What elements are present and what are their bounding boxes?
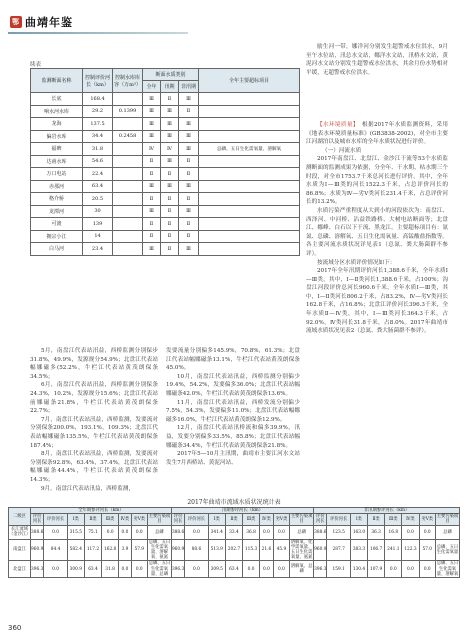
cell-value: 388.6 xyxy=(314,525,327,539)
group-header-nonflood: 非汛期参评河长（km） xyxy=(314,508,460,514)
continued-label: 续表 xyxy=(30,62,42,68)
cell-year: Ⅲ xyxy=(143,243,161,256)
cell-value: 162.8 xyxy=(102,539,119,561)
table-row xyxy=(31,230,300,243)
table-row xyxy=(31,193,300,206)
cell-value: 36.8 xyxy=(243,525,260,539)
cell-value: 202.7 xyxy=(225,539,242,561)
cell-name: 响水河水库 xyxy=(31,105,83,118)
subcol-header: Ⅰ类 xyxy=(67,514,84,525)
cell-non-flood: Ⅱ xyxy=(179,230,199,243)
cell-value: 总磷 xyxy=(436,525,460,539)
paragraph: 5月，南盘江代表站汛益，西桥监测分别保步31.8%，49.9%，发源规分54.9%；北盘江代表站幅娜磁多(52.2%，牛栏江代表站黄茂朗保条34.5%； xyxy=(30,348,158,380)
yearbook-logo xyxy=(10,14,73,30)
cell-non-flood: Ⅲ xyxy=(179,130,199,143)
cell-value: 159.1 xyxy=(327,561,350,578)
col-header-capacity: 控制水库库容（万m³） xyxy=(113,69,143,93)
cell-value: 115.3 xyxy=(243,539,260,561)
col-header-region: 二级区 xyxy=(9,508,31,526)
cell-capacity: 0.2458 xyxy=(113,130,143,143)
cell-value: 396.3 xyxy=(31,561,44,578)
cell-value: 0.0 xyxy=(419,525,435,539)
cell-name: 龙海 xyxy=(31,118,83,131)
cell-exceed xyxy=(199,93,300,106)
table-row xyxy=(9,525,460,539)
cell-exceed xyxy=(199,105,300,118)
header-rule xyxy=(8,32,188,34)
paragraph: 11月，南盘江代表站汛益，西桥发流分别偏少7.5%，54.3%，发要偏多11.0%；北盘江代表站幅娜磁多16.0%，牛栏江代表站黄茂朗保条12.9%。 xyxy=(166,399,300,423)
cell-value: 315.5 xyxy=(67,525,84,539)
subcol-header: Ⅲ类 xyxy=(385,514,402,525)
cell-value: 84.4 xyxy=(44,539,67,561)
cell-value: 388.6 xyxy=(31,525,44,539)
table-row xyxy=(31,205,300,218)
cell-flood: Ⅳ xyxy=(161,143,179,156)
cell-name: 可渡 xyxy=(31,218,83,231)
cell-value: 57.0 xyxy=(419,539,435,561)
table-row xyxy=(31,218,300,231)
cell-year: Ⅱ xyxy=(143,230,161,243)
paragraph: 发要流量分别偏多145.9%，70.8%，61.3%；北盘江代表站幅娜磁条13.1%，牛栏江代表站黄茂朗保条45.0%。 xyxy=(166,348,300,372)
table-row xyxy=(31,243,300,256)
cell-value: 36.3 xyxy=(368,525,385,539)
cell-value: 88.6 xyxy=(185,539,208,561)
cell-name: 达甫水库 xyxy=(31,155,83,168)
cell-name: 长底 xyxy=(31,93,83,106)
cell-length: 54.6 xyxy=(83,155,113,168)
cell-value: 341.4 xyxy=(208,525,225,539)
paragraph: 6月，南盘江代表站汛益，西桥监测分别保条24.3%，10.2%，发源规分15.6%；北盘江代表站前娜磁条21.8%，牛栏江代表站黄茂朗保条22.7%； xyxy=(30,382,158,415)
cell-value: 106.7 xyxy=(368,539,385,561)
cell-exceed xyxy=(199,193,300,206)
bottom-left-column xyxy=(30,347,158,493)
cell-value: 396.3 xyxy=(314,561,327,578)
subcol-header: Ⅳ类 xyxy=(260,514,274,525)
subcol-header: Ⅲ类 xyxy=(102,514,119,525)
table2-title: 2017年曲靖市流域水质状况统计表 xyxy=(187,499,281,506)
subcol-header: 主要污染项目 xyxy=(290,514,313,525)
table-row xyxy=(31,130,300,143)
cell-exceed xyxy=(199,218,300,231)
cell-flood: Ⅱ xyxy=(161,218,179,231)
cell-value: 0.0 xyxy=(260,525,274,539)
subcol-header: 劣Ⅴ类 xyxy=(131,514,147,525)
cell-value: 300.9 xyxy=(67,561,84,578)
subcol-header: Ⅳ类 xyxy=(119,514,131,525)
cell-year: Ⅱ xyxy=(143,193,161,206)
cell-value: 0.0 xyxy=(131,525,147,539)
cell-region: 北盘江 xyxy=(9,561,31,578)
cell-value: 总磷、五日生化需氧量、溶解氧、氨氮 xyxy=(148,539,171,561)
col-header-class: 断面水质类别 xyxy=(143,69,199,81)
cell-value: 45.9 xyxy=(273,539,289,561)
cell-length: 20.5 xyxy=(83,193,113,206)
cell-name: 格介桥 xyxy=(31,193,83,206)
cell-exceed xyxy=(199,180,300,193)
cell-non-flood: Ⅲ xyxy=(179,118,199,131)
subcol-total: 评价河长 xyxy=(314,514,327,525)
subcol-header: 评价河长 xyxy=(44,514,67,525)
cell-region: 南盘江 xyxy=(9,539,31,561)
table-row xyxy=(31,180,300,193)
cell-value: 0.0 xyxy=(419,561,435,578)
cell-value: 513.9 xyxy=(208,539,225,561)
col-header-name: 监测断面名称 xyxy=(31,69,83,93)
cell-year: Ⅲ xyxy=(143,180,161,193)
cell-value: 0.0 xyxy=(131,561,147,578)
cell-name: 拥宗小江 xyxy=(31,230,83,243)
cell-length: 34.4 xyxy=(83,130,113,143)
paragraph-text: 根据2017年水质监测资料，采用《地表水环境质量标准》(GB3838-2002)，对全市主要江河湖泊以及城市水库的全年水质状况进行评价。 xyxy=(306,122,448,146)
paragraph: 12月，南盘江代表站汛桥流和偏多39.9%，汛益，发要分别偏多33.5%，85.8%；北盘江代表站幅娜磁条34.4%，牛栏江代表站黄茂朗保条21.8%。 xyxy=(166,425,300,449)
cell-name: 白马河 xyxy=(31,243,83,256)
subcol-header: 主要污染项目 xyxy=(148,514,171,525)
cell-value: 溶解氧、总磷 xyxy=(290,561,314,578)
cell-length: 31.8 xyxy=(83,143,113,156)
cell-value: 287.7 xyxy=(327,539,350,561)
page-number: 360 xyxy=(8,624,22,632)
cell-exceed xyxy=(199,230,300,243)
cell-value: 163.0 xyxy=(350,525,367,539)
subcol-header: Ⅱ类 xyxy=(368,514,385,525)
cell-value: 130.4 xyxy=(350,561,367,578)
cell-length: 63.4 xyxy=(83,180,113,193)
cell-exceed xyxy=(199,168,300,181)
paragraph: 8月，南盘江代表站汛益，西桥监测，发要流对分别保条92.8%，63.4%，37.4%，北盘江代表站幅娜磁条44.4%，牛栏江代表站黄茂朗保条14.3%； xyxy=(30,451,158,483)
right-column-top xyxy=(306,43,448,77)
cell-value: 31.8 xyxy=(102,561,119,578)
cell-capacity xyxy=(113,168,143,181)
table-row xyxy=(31,118,300,131)
cell-value: 0.0 xyxy=(402,561,419,578)
subcol-header: Ⅰ类 xyxy=(208,514,225,525)
cell-non-flood: Ⅲ xyxy=(179,93,199,106)
cell-value: 122.3 xyxy=(402,539,419,561)
subcol-header: 评价河长 xyxy=(185,514,208,525)
cell-value: 388.6 xyxy=(171,525,184,539)
cell-year: Ⅲ xyxy=(143,205,161,218)
cell-length: 137.5 xyxy=(83,118,113,131)
cell-exceed xyxy=(199,155,300,168)
cell-non-flood: Ⅱ xyxy=(179,155,199,168)
cell-value: 383.3 xyxy=(350,539,367,561)
cell-value: 0.0 xyxy=(243,561,260,578)
cell-value: 0.0 xyxy=(44,561,67,578)
table-row xyxy=(31,105,300,118)
cell-year: Ⅱ xyxy=(143,218,161,231)
cell-value: 0.0 xyxy=(273,561,289,578)
cell-non-flood: Ⅲ xyxy=(179,205,199,218)
subcol-header: Ⅳ类 xyxy=(402,514,419,525)
paragraph: 水质污染严重程度从大到小的河段依次为：南盘江、西泽河、中河桥、沾益铁路桥、大树电站断面等；北盘江、娜峰、白石以下干流、黑龙江。主要超标项目有：氨氮、总磷、溶解氧、五日生化需氧量、高锰酸盐指数等。各主要河流水质状况详见表1（总氮、粪大肠菌群不参评）。 xyxy=(306,207,448,257)
cell-value: 16.8 xyxy=(385,525,402,539)
cell-capacity xyxy=(113,118,143,131)
cell-value: 0.0 xyxy=(119,561,131,578)
cell-flood: Ⅱ xyxy=(161,168,179,181)
cell-non-flood: Ⅲ xyxy=(179,180,199,193)
cell-value: 117.2 xyxy=(84,539,101,561)
cell-value: 0.0 xyxy=(102,525,119,539)
cell-value: 63.4 xyxy=(84,561,101,578)
paragraph: 按流域分区水质评价情况如下： xyxy=(317,259,396,266)
cell-region: 长江流域（金沙江） xyxy=(9,526,31,538)
cell-non-flood: Ⅱ xyxy=(179,193,199,206)
cell-length: 29.2 xyxy=(83,105,113,118)
cell-year: Ⅱ xyxy=(143,168,161,181)
cell-flood: Ⅱ xyxy=(161,243,179,256)
cell-value: 582.4 xyxy=(67,539,84,561)
cell-value: 总磷 xyxy=(147,525,171,539)
cell-year: Ⅲ xyxy=(143,93,161,106)
col-header-exceed: 全年主要超标项目 xyxy=(199,69,300,93)
cell-value: 241.1 xyxy=(385,539,402,561)
cell-name: 福碑 xyxy=(31,143,83,156)
seal-icon: 鄂 xyxy=(12,17,20,26)
group-header-year: 全年期参评河长（km） xyxy=(31,508,172,514)
cell-flood: Ⅲ xyxy=(161,130,179,143)
water-quality-table xyxy=(30,68,300,256)
cell-year: Ⅲ xyxy=(143,118,161,131)
cell-length: 139 xyxy=(83,218,113,231)
cell-flood: Ⅱ xyxy=(161,230,179,243)
paragraph: 2017年5—10月主汛期，曲靖市主要江河水文站发生7月西桥站、黄泥河站、 xyxy=(166,451,300,466)
cell-year: Ⅱ xyxy=(143,155,161,168)
subcol-header: Ⅱ类 xyxy=(225,514,242,525)
subcol-total: 评价河长 xyxy=(31,514,44,525)
table-row xyxy=(31,168,300,181)
cell-capacity xyxy=(113,243,143,256)
table-row xyxy=(31,143,300,156)
subcol-header: Ⅰ类 xyxy=(350,514,367,525)
cell-non-flood: Ⅱ xyxy=(179,168,199,181)
cell-value: 960.9 xyxy=(31,539,44,561)
cell-flood: Ⅲ xyxy=(161,118,179,131)
subcol-header: 评价河长 xyxy=(327,514,350,525)
cell-capacity xyxy=(113,143,143,156)
cell-capacity xyxy=(113,205,143,218)
cell-name: 龙潭河 xyxy=(31,205,83,218)
cell-capacity: 0.1399 xyxy=(113,105,143,118)
cell-value: 溶解氧、化学需氧量、五日生化需氧量、氨氮 xyxy=(290,539,313,561)
cell-value: 0.0 xyxy=(44,525,67,539)
cell-name: 偏岩水库 xyxy=(31,130,83,143)
cell-value: 57.9 xyxy=(131,539,147,561)
bottom-mid-column xyxy=(166,347,300,467)
paragraph: 10月，南盘江代表站汛益，西桥监测分别偏少19.4%，54.2%，发要偏多36.0%；北盘江代表站幅娜磁条42.0%，牛栏江代表站黄茂朗保条13.6%。 xyxy=(166,373,300,397)
paragraph: 2017年南盘江、北盘江、金沙江干流等53个水质监测断面的监测成果为依据，分全年、干水期、枯水期三个时段，对全市1753.7千米总河长进行评价。其中，全年水质为Ⅰ—Ⅲ类的河长1522.3千米，占总评价河长的86.8%；水质为Ⅳ—劣Ⅴ类河长231.4千米，占总评价河长的13.2%。 xyxy=(306,156,448,206)
cell-flood: Ⅲ xyxy=(161,180,179,193)
cell-name: 万口电站 xyxy=(31,168,83,181)
cell-year: Ⅲ xyxy=(143,130,161,143)
table-row xyxy=(31,93,300,106)
cell-capacity xyxy=(113,180,143,193)
page-header xyxy=(0,0,468,38)
cell-flood: Ⅲ xyxy=(161,105,179,118)
cell-name: 赤那河 xyxy=(31,180,83,193)
cell-exceed xyxy=(199,130,300,143)
cell-value: 总磷、五日生化需氧量 xyxy=(436,539,460,561)
cell-value: 309.5 xyxy=(208,561,225,578)
cell-value: 0.0 xyxy=(273,525,289,539)
cell-exceed: 总磷、五日生化需氧量、溶解氧 xyxy=(199,143,300,156)
cell-flood: Ⅱ xyxy=(161,93,179,106)
subcol-header: Ⅲ类 xyxy=(243,514,260,525)
col-header-flood: 汛期 xyxy=(161,81,179,93)
cell-capacity xyxy=(113,230,143,243)
cell-flood: Ⅱ xyxy=(161,205,179,218)
subcol-header: 主要污染项目 xyxy=(436,514,459,525)
col-header-year: 全年 xyxy=(143,81,161,93)
subcol-header: Ⅱ类 xyxy=(84,514,101,525)
basin-quality-table xyxy=(8,507,460,578)
cell-capacity xyxy=(113,193,143,206)
cell-value: 0.0 xyxy=(185,561,208,578)
cell-capacity xyxy=(113,155,143,168)
cell-exceed xyxy=(199,118,300,131)
cell-non-flood: Ⅱ xyxy=(179,218,199,231)
cell-capacity xyxy=(113,93,143,106)
cell-value: 396.3 xyxy=(171,561,184,578)
cell-value: 33.4 xyxy=(225,525,242,539)
cell-capacity xyxy=(113,218,143,231)
cell-non-flood: Ⅲ xyxy=(179,143,199,156)
cell-value: 总磷、五日生化需氧量、溶解氧 xyxy=(436,561,459,577)
cell-value: 123.5 xyxy=(327,525,350,539)
cell-value: 960.9 xyxy=(314,539,327,561)
col-header-nonflood: 非汛期 xyxy=(179,81,199,93)
cell-value: 0.0 xyxy=(185,525,208,539)
right-column-body xyxy=(306,121,448,336)
cell-value: 0.0 xyxy=(260,561,274,578)
cell-value: 21.6 xyxy=(260,539,274,561)
group-header-flood: 汛期参评河长（km） xyxy=(171,508,313,514)
cell-non-flood: Ⅱ xyxy=(179,105,199,118)
paragraph: 7月，南盘江代表站汛益，西桥监测，发要流对分别保条200.0%，193.1%，109.3%；北盘江代表站幅娜磁条135.5%，牛栏江代表站黄茂朗保条187.4%； xyxy=(30,416,158,449)
cell-length: 168.4 xyxy=(83,93,113,106)
table-row xyxy=(9,561,460,578)
cell-exceed xyxy=(199,243,300,256)
cell-value: 63.4 xyxy=(225,561,242,578)
cell-value: 3.9 xyxy=(119,539,131,561)
subcol-header: 劣Ⅴ类 xyxy=(419,514,435,525)
yearbook-title: 曲靖年鉴 xyxy=(25,16,73,29)
cell-year: Ⅲ xyxy=(143,105,161,118)
cell-value: 0.0 xyxy=(385,561,402,578)
subcol-header: 劣Ⅴ类 xyxy=(273,514,289,525)
cell-value: 总磷 xyxy=(290,525,314,539)
cell-value: 960.9 xyxy=(171,539,184,561)
paragraph: 励生河一带，娜洋河分别发生超警戒水位洪水，9月至午水位站，汛总水文站，娜洋水文站，汛桥水文站，黄泥河水文站分别发生超警戒水位洪水，其余月份水势相对平缓，无超警戒水位洪水。 xyxy=(306,44,448,76)
subheading-river: （一）河流水质 xyxy=(322,147,362,154)
cell-value: 0.0 xyxy=(402,525,419,539)
section-title: 【水环境质量】 xyxy=(317,122,357,128)
cell-value: 0.0 xyxy=(119,525,131,539)
col-header-length: 控制评价河长（km） xyxy=(83,69,113,93)
cell-non-flood: Ⅲ xyxy=(179,243,199,256)
paragraph: 2017年全年汛期评价河长1,388.6千米，全年水质Ⅰ—Ⅲ类，其中，Ⅰ—Ⅱ类河长1,388.6千米，占100%；沟盘江河段评价总河长960.6千米，全年水质Ⅰ—Ⅲ类，其中，Ⅰ—Ⅱ类河长806.2千米，占83.2%，Ⅳ—劣Ⅴ类河长162.8千米，占16.8%；北盘江评价河长396.3千米，全年水质Ⅱ—Ⅳ类，其中，Ⅰ—Ⅲ类河长364.3千米，占92.0%，Ⅳ类河长31.8千米，占8.0%。2017年曲靖市流域水质状况见表2（总氮、粪大肠菌群不参评）。 xyxy=(306,268,448,335)
table-row xyxy=(31,155,300,168)
subcol-total: 评价河长 xyxy=(171,514,184,525)
table-row xyxy=(9,539,460,561)
cell-length: 30 xyxy=(83,205,113,218)
cell-value: 107.9 xyxy=(368,561,385,578)
paragraph: 9月，南盘江代表站汛益，西桥监测， xyxy=(41,485,135,492)
cell-length: 14 xyxy=(83,230,113,243)
paragraph-quality xyxy=(306,121,448,147)
cell-value: 总磷、五日生化需氧量、总磷 xyxy=(148,561,171,577)
cell-year: Ⅳ xyxy=(143,143,161,156)
cell-exceed xyxy=(199,205,300,218)
cell-flood: Ⅱ xyxy=(161,193,179,206)
cell-value: 75.1 xyxy=(84,525,101,539)
cell-flood: Ⅲ xyxy=(161,155,179,168)
cell-length: 23.4 xyxy=(83,243,113,256)
cell-length: 22.4 xyxy=(83,168,113,181)
